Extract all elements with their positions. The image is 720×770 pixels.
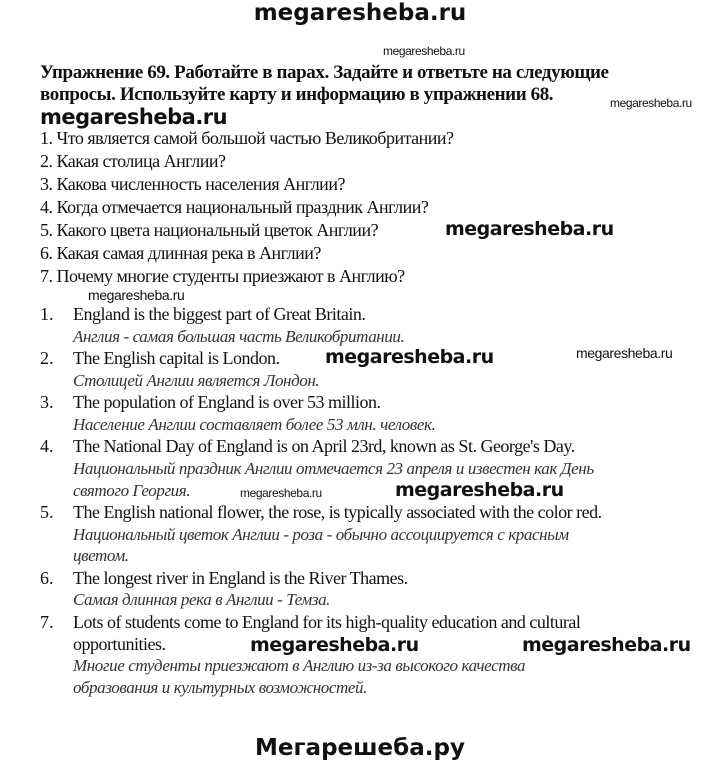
answer-english: The English national flower, the rose, is typically associated with the color red. <box>73 502 602 522</box>
watermark: megaresheba.ru <box>395 479 564 501</box>
answer-russian: Многие студенты приезжают в Англию из-за высокого качества <box>73 656 526 675</box>
question-1: 1. Что является самой большой частью Великобритании? <box>40 128 454 148</box>
answer-english: The National Day of England is on April 23rd, known as St. George's Day. <box>73 436 575 456</box>
question-6: 6. Какая самая длинная река в Англии? <box>40 243 321 263</box>
watermark: megaresheba.ru <box>383 44 465 58</box>
watermark: megaresheba.ru <box>240 486 322 500</box>
answer-number: 2. <box>40 348 54 368</box>
answer-russian: образования и культурных возможностей. <box>73 678 367 697</box>
question-3: 3. Какова численность населения Англии? <box>40 174 345 194</box>
watermark: megaresheba.ru <box>325 346 494 368</box>
answer-english: Lots of students come to England for its high-quality education and cultural <box>73 612 581 632</box>
watermark: megaresheba.ru <box>610 96 692 110</box>
answer-russian: Население Англии составляет более 53 млн. человек. <box>73 415 436 434</box>
watermark: megaresheba.ru <box>445 218 614 240</box>
answer-russian: святого Георгия. <box>73 481 191 500</box>
answer-english: The longest river in England is the River Thames. <box>73 568 408 588</box>
site-header[interactable]: megaresheba.ru <box>253 0 467 26</box>
watermark: megaresheba.ru <box>40 105 228 129</box>
question-2: 2. Какая столица Англии? <box>40 151 226 171</box>
question-7: 7. Почему многие студенты приезжают в Англию? <box>40 266 405 286</box>
answer-number: 4. <box>40 436 54 456</box>
site-footer[interactable]: Мегарешеба.ру <box>255 735 465 761</box>
question-4: 4. Когда отмечается национальный праздник Англии? <box>40 197 429 217</box>
answer-english: opportunities. <box>73 634 166 654</box>
watermark: megaresheba.ru <box>250 634 419 656</box>
answer-number: 6. <box>40 568 54 588</box>
answer-english: England is the biggest part of Great Britain. <box>73 304 366 324</box>
answer-russian: Самая длинная река в Англии - Темза. <box>73 590 331 609</box>
exercise-title-line2: вопросы. Используйте карту и информацию в упражнении 68. <box>40 84 554 105</box>
answer-russian: Национальный цветок Англии - роза - обычно ассоциируется с красным <box>73 525 569 544</box>
answer-russian: Национальный праздник Англии отмечается 23 апреля и известен как День <box>73 459 594 478</box>
answer-russian: цветом. <box>73 546 129 565</box>
answer-english: The English capital is London. <box>73 348 280 368</box>
exercise-title-line1: Упражнение 69. Работайте в парах. Задайте и ответьте на следующие <box>40 62 609 83</box>
answer-number: 1. <box>40 304 54 324</box>
answer-number: 7. <box>40 612 54 632</box>
question-5: 5. Какого цвета национальный цветок Англии? <box>40 220 379 240</box>
answer-russian: Англия - самая большая часть Великобритании. <box>73 327 405 346</box>
answer-russian: Столицей Англии является Лондон. <box>73 371 320 390</box>
answer-number: 5. <box>40 502 54 522</box>
watermark: megaresheba.ru <box>576 345 673 361</box>
answer-english: The population of England is over 53 million. <box>73 392 381 412</box>
watermark: megaresheba.ru <box>522 634 691 656</box>
watermark: megaresheba.ru <box>88 287 185 303</box>
answer-number: 3. <box>40 392 54 412</box>
